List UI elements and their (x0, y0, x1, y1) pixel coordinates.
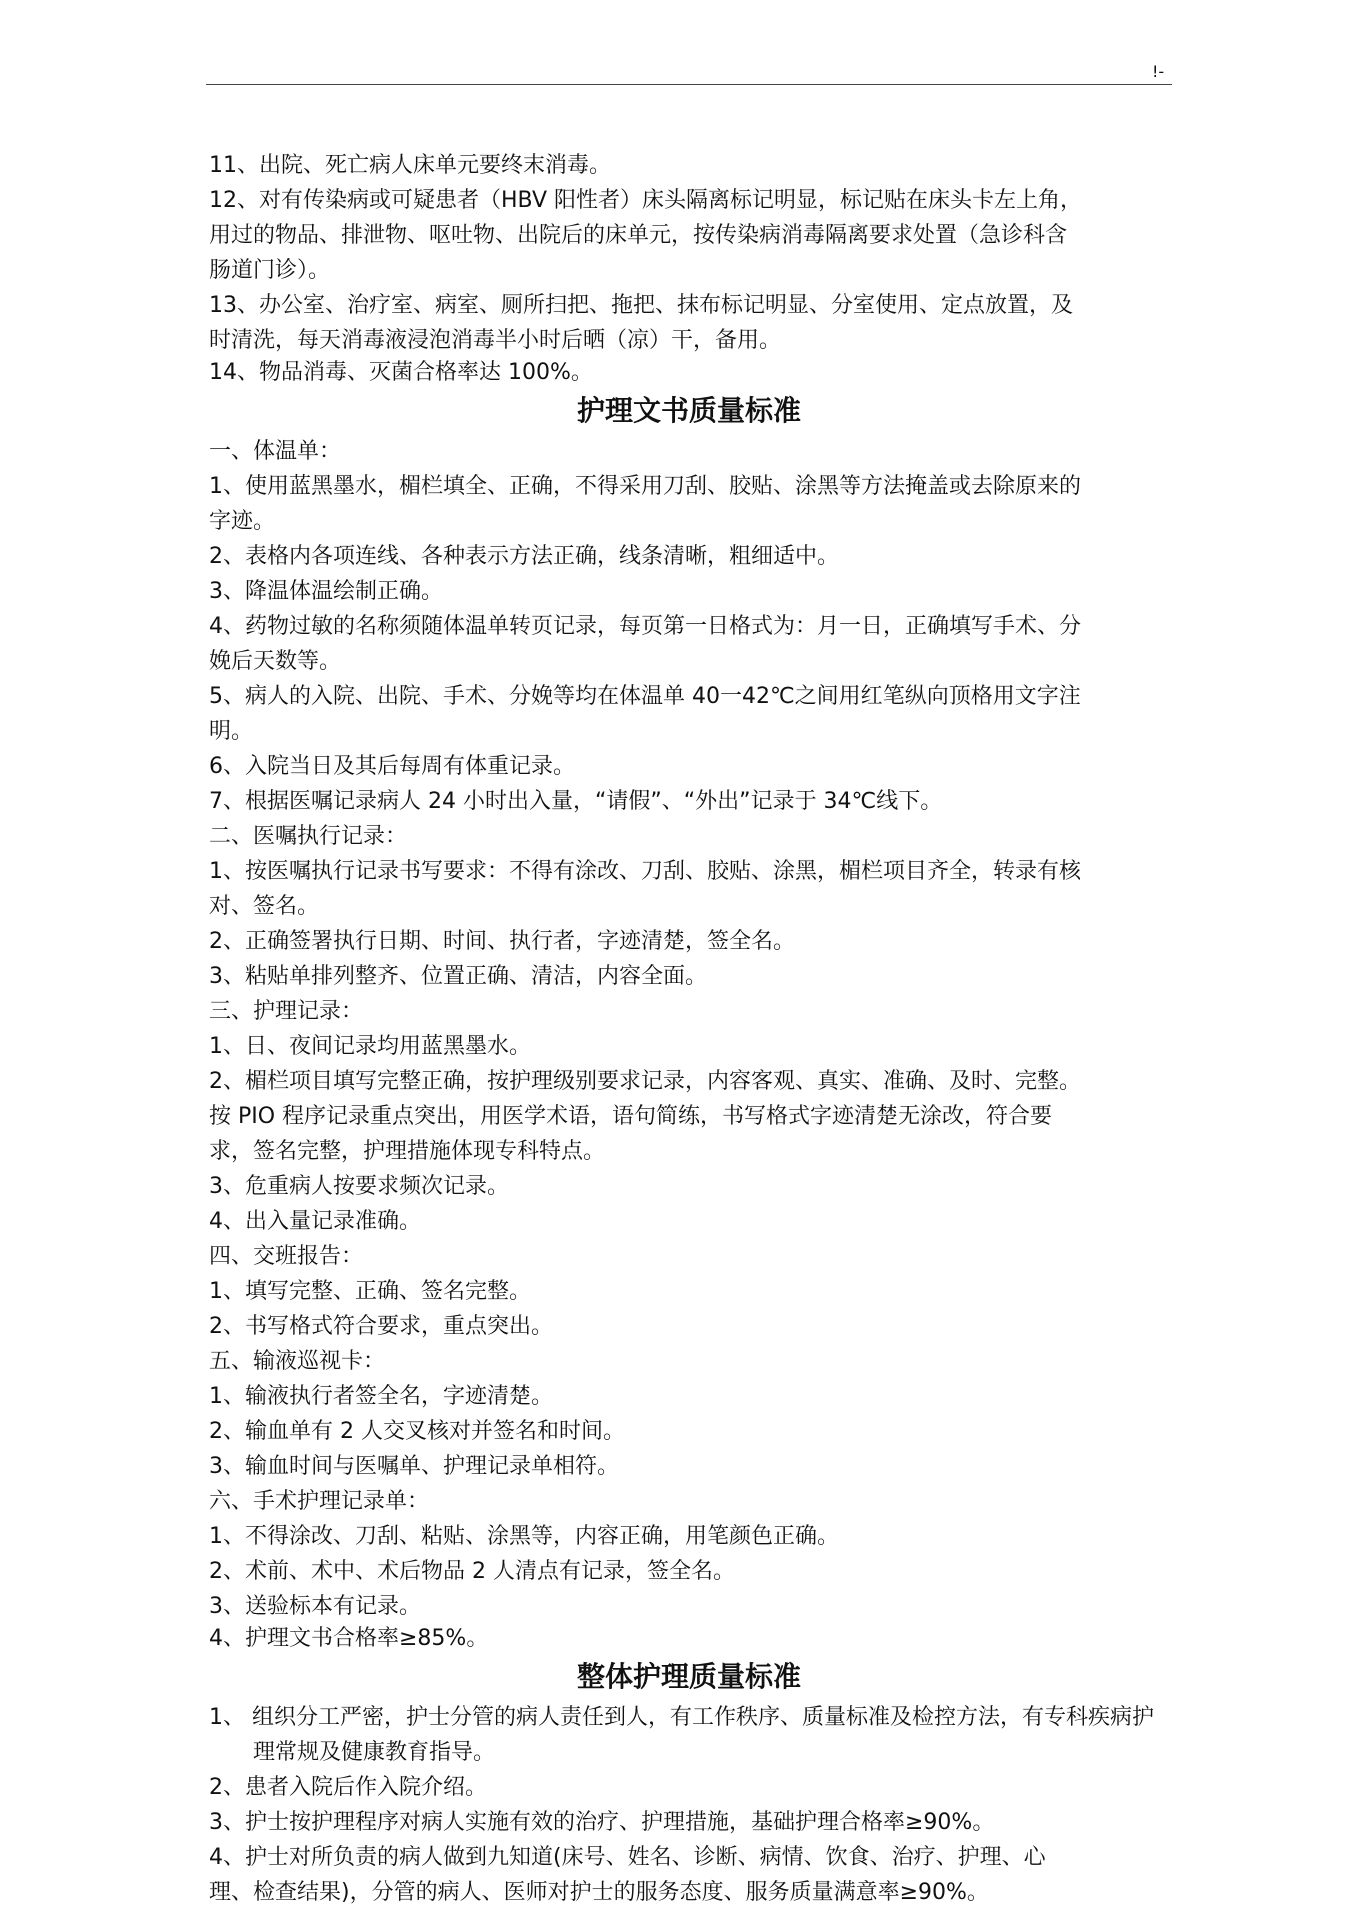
section-holistic-nursing (209, 1700, 1169, 1910)
text-line: 4、药物过敏的名称须随体温单转页记录，每页第一日格式为：月一日，正确填写手术、分 (209, 614, 1082, 639)
document-page (209, 148, 1169, 1910)
text-line: 1、不得涂改、刀刮、粘贴、涂黑等，内容正确，用笔颜色正确。 (209, 1524, 839, 1549)
text-line: 12、对有传染病或可疑患者（HBV 阳性者）床头隔离标记明显，标记贴在床头卡左上角， (209, 188, 1082, 213)
text-line: 用过的物品、排泄物、呕吐物、出院后的床单元，按传染病消毒隔离要求处置（急诊科含 (209, 223, 1068, 248)
section-title-nursing-documents: 护理文书质量标准 (576, 394, 801, 427)
text-line: 2、表格内各项连线、各种表示方法正确，线条清晰，粗细适中。 (209, 544, 839, 569)
text-line: 11、出院、死亡病人床单元要终末消毒。 (209, 153, 611, 178)
page-header-mark: !- (1152, 62, 1165, 81)
text-line: 求，签名完整，护理措施体现专科特点。 (209, 1139, 606, 1164)
text-line: 1、使用蓝黑墨水，楣栏填全、正确，不得采用刀刮、胶贴、涂黑等方法掩盖或去除原来的 (209, 474, 1082, 499)
text-line: 1、填写完整、正确、签名完整。 (209, 1279, 531, 1304)
text-line: 二、医嘱执行记录： (209, 824, 408, 849)
section-disinfection-tail (209, 148, 1169, 388)
text-line: 五、输液巡视卡： (209, 1349, 386, 1374)
text-line: 3、降温体温绘制正确。 (209, 579, 443, 604)
text-line: 明。 (209, 719, 254, 744)
text-line: 时清洗，每天消毒液浸泡消毒半小时后晒（凉）干，备用。 (209, 328, 782, 353)
text-line: 3、送验标本有记录。 (209, 1594, 421, 1619)
text-line: 4、护理文书合格率≥85%。 (209, 1626, 489, 1651)
text-line: 2、术前、术中、术后物品 2 人清点有记录，签全名。 (209, 1559, 735, 1584)
text-line: 1、日、夜间记录均用蓝黑墨水。 (209, 1034, 531, 1059)
text-line: 六、手术护理记录单： (209, 1489, 430, 1514)
text-line: 三、护理记录： (209, 999, 364, 1024)
text-line: 四、交班报告： (209, 1244, 364, 1269)
list-item: 1、 组织分工严密，护士分管的病人责任到人，有工作秩序、质量标准及检控方法，有专科疾病护理常规及健康教育指导。 (209, 1705, 1154, 1765)
text-line: 5、病人的入院、出院、手术、分娩等均在体温单 40一42℃之间用红笔纵向顶格用文字注 (209, 684, 1081, 709)
header-rule (206, 84, 1172, 85)
text-line: 肠道门诊）。 (209, 258, 331, 283)
list-item: 3、护士按护理程序对病人实施有效的治疗、护理措施，基础护理合格率≥90%。 (209, 1810, 995, 1835)
text-line: 1、按医嘱执行记录书写要求：不得有涂改、刀刮、胶贴、涂黑，楣栏项目齐全，转录有核 (209, 859, 1082, 884)
text-line: 字迹。 (209, 509, 276, 534)
text-line: 对、签名。 (209, 894, 320, 919)
text-line: 1、输液执行者签全名，字迹清楚。 (209, 1384, 553, 1409)
text-line: 3、输血时间与医嘱单、护理记录单相符。 (209, 1454, 619, 1479)
text-line: 3、粘贴单排列整齐、位置正确、清洁，内容全面。 (209, 964, 707, 989)
text-line: 4、出入量记录准确。 (209, 1209, 421, 1234)
text-line: 7、根据医嘱记录病人 24 小时出入量，“请假”、“外出”记录于 34℃线下。 (209, 789, 943, 814)
text-line: 理、检查结果)，分管的病人、医师对护士的服务态度、服务质量满意率≥90%。 (209, 1880, 989, 1905)
text-line: 按 PIO 程序记录重点突出，用医学术语，语句简练，书写格式字迹清楚无涂改，符合要 (209, 1104, 1053, 1129)
section-title-holistic-nursing: 整体护理质量标准 (576, 1660, 801, 1693)
text-line: 娩后天数等。 (209, 649, 342, 674)
text-line: 2、书写格式符合要求，重点突出。 (209, 1314, 553, 1339)
text-line: 4、护士对所负责的病人做到九知道(床号、姓名、诊断、病情、饮食、治疗、护理、心 (209, 1845, 1046, 1870)
text-line: 3、危重病人按要求频次记录。 (209, 1174, 509, 1199)
text-line: 6、入院当日及其后每周有体重记录。 (209, 754, 575, 779)
text-line: 一、体温单： (209, 439, 342, 464)
text-line: 2、输血单有 2 人交叉核对并签名和时间。 (209, 1419, 625, 1444)
text-line: 13、办公室、治疗室、病室、厕所扫把、拖把、抹布标记明显、分室使用、定点放置，及 (209, 293, 1073, 318)
text-line: 2、正确签署执行日期、时间、执行者，字迹清楚，签全名。 (209, 929, 795, 954)
text-line: 14、物品消毒、灭菌合格率达 100%。 (209, 360, 593, 385)
list-item: 2、患者入院后作入院介绍。 (209, 1775, 487, 1800)
text-line: 2、楣栏项目填写完整正确，按护理级别要求记录，内容客观、真实、准确、及时、完整。 (209, 1069, 1082, 1094)
section-nursing-documents (209, 434, 1169, 1654)
